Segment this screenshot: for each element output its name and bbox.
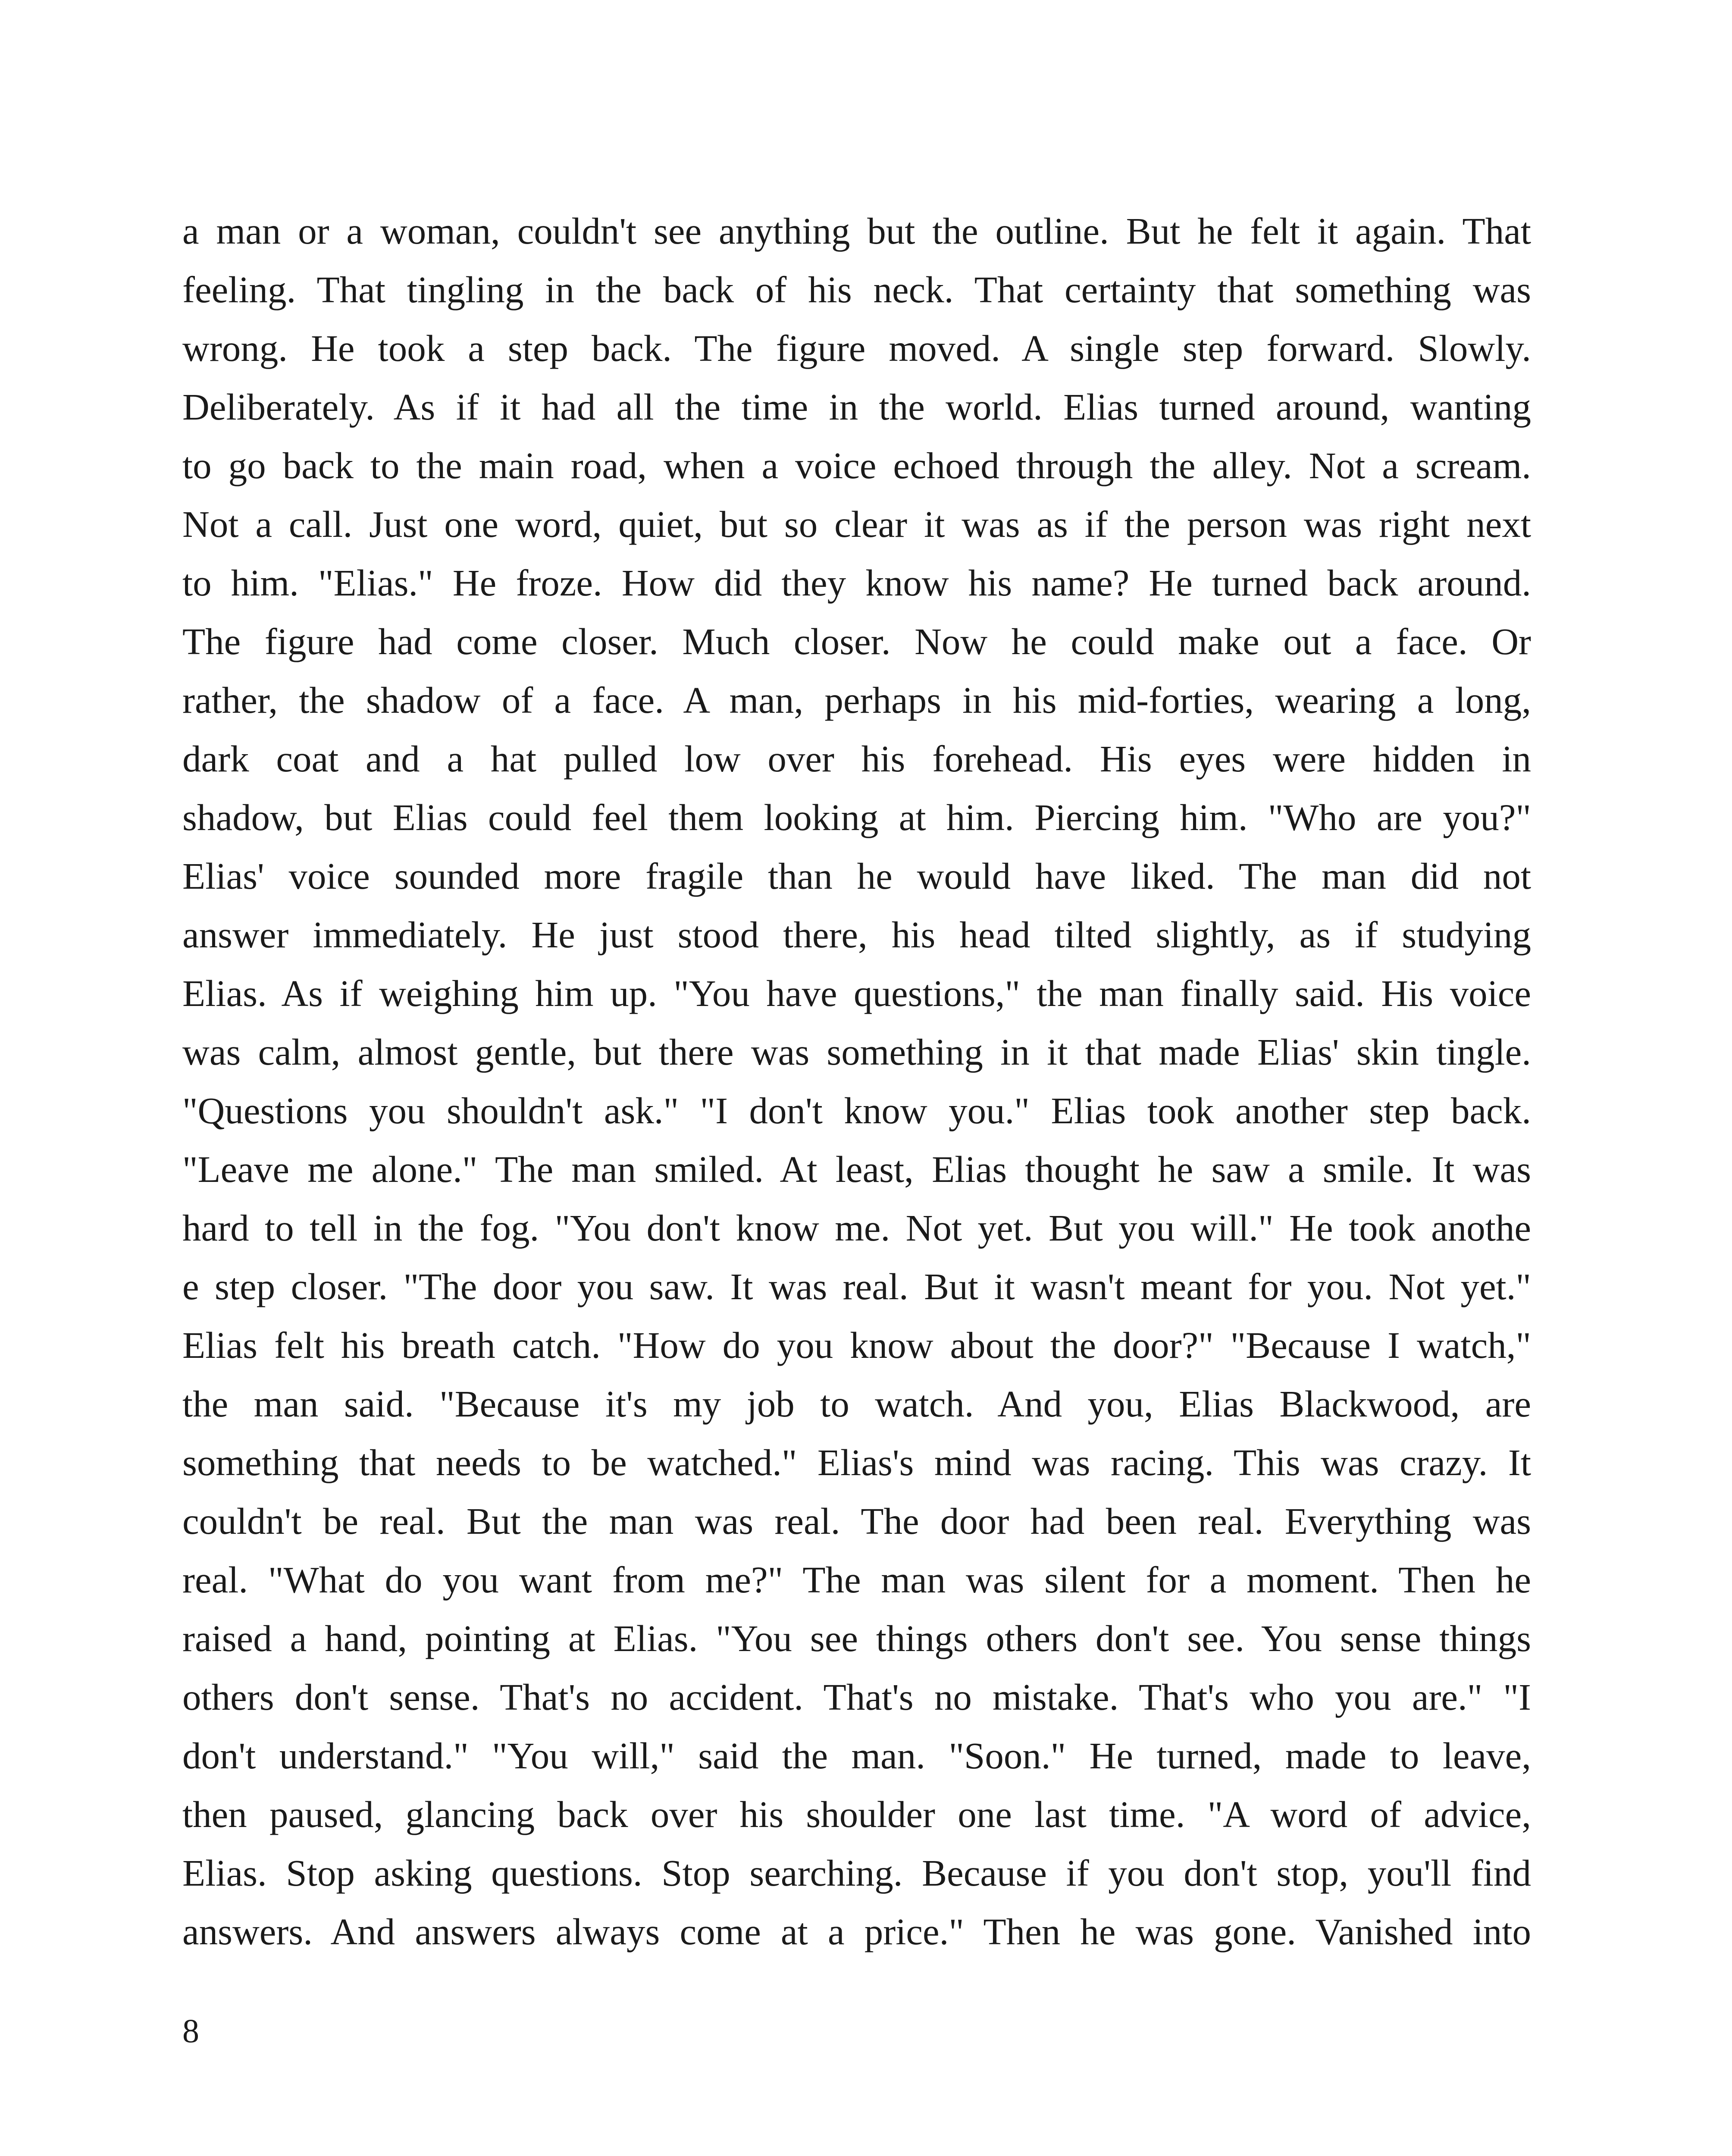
text-line: couldn't be real. But the man was real. The door had been real. Everything was [182,1500,1531,1542]
text-line: real. "What do you want from me?" The man was silent for a moment. Then he [182,1559,1531,1601]
text-line: a man or a woman, couldn't see anything but the outline. But he felt it again. That [182,210,1531,252]
text-line: answer immediately. He just stood there, his head tilted slightly, as if studying [182,914,1531,956]
text-line: e step closer. "The door you saw. It was real. But it wasn't meant for you. Not yet." [182,1266,1531,1307]
text-line: shadow, but Elias could feel them looking at him. Piercing him. "Who are you?" [182,796,1531,838]
text-line: don't understand." "You will," said the man. "Soon." He turned, made to leave, [182,1735,1531,1777]
body-text [182,202,1531,1961]
text-line: Elias felt his breath catch. "How do you know about the door?" "Because I watch," [182,1324,1531,1366]
text-line: was calm, almost gentle, but there was something in it that made Elias' skin tingle. [182,1031,1531,1073]
text-line: "Questions you shouldn't ask." "I don't know you." Elias took another step back. [182,1090,1531,1131]
text-line: rather, the shadow of a face. A man, perhaps in his mid-forties, wearing a long, [182,679,1531,721]
text-line: raised a hand, pointing at Elias. "You see things others don't see. You sense things [182,1617,1531,1659]
text-line: to go back to the main road, when a voice echoed through the alley. Not a scream. [182,445,1531,486]
text-line: feeling. That tingling in the back of his neck. That certainty that something was [182,269,1531,310]
text-line: others don't sense. That's no accident. That's no mistake. That's who you are." "I [182,1676,1531,1718]
text-line: answers. And answers always come at a price." Then he was gone. Vanished into [182,1911,1531,1952]
text-line: hard to tell in the fog. "You don't know me. Not yet. But you will." He took anothe [182,1207,1531,1249]
text-line: to him. "Elias." He froze. How did they know his name? He turned back around. [182,562,1531,604]
text-line: wrong. He took a step back. The figure moved. A single step forward. Slowly. [182,327,1531,369]
text-line: "Leave me alone." The man smiled. At least, Elias thought he saw a smile. It was [182,1148,1531,1190]
text-line: Not a call. Just one word, quiet, but so clear it was as if the person was right next [182,503,1531,545]
text-line: The figure had come closer. Much closer. Now he could make out a face. Or [182,620,1531,662]
text-line: Deliberately. As if it had all the time in the world. Elias turned around, wanting [182,386,1531,428]
text-line: Elias. Stop asking questions. Stop searching. Because if you don't stop, you'll find [182,1852,1531,1894]
page-number: 8 [182,2012,199,2049]
text-line: something that needs to be watched." Elias's mind was racing. This was crazy. It [182,1442,1531,1483]
text-line: dark coat and a hat pulled low over his forehead. His eyes were hidden in [182,738,1531,780]
text-line: then paused, glancing back over his shoulder one last time. "A word of advice, [182,1793,1531,1835]
text-line: the man said. "Because it's my job to watch. And you, Elias Blackwood, are [182,1383,1531,1425]
text-line: Elias. As if weighing him up. "You have questions," the man finally said. His voice [182,972,1531,1014]
text-line: Elias' voice sounded more fragile than he would have liked. The man did not [182,855,1531,897]
